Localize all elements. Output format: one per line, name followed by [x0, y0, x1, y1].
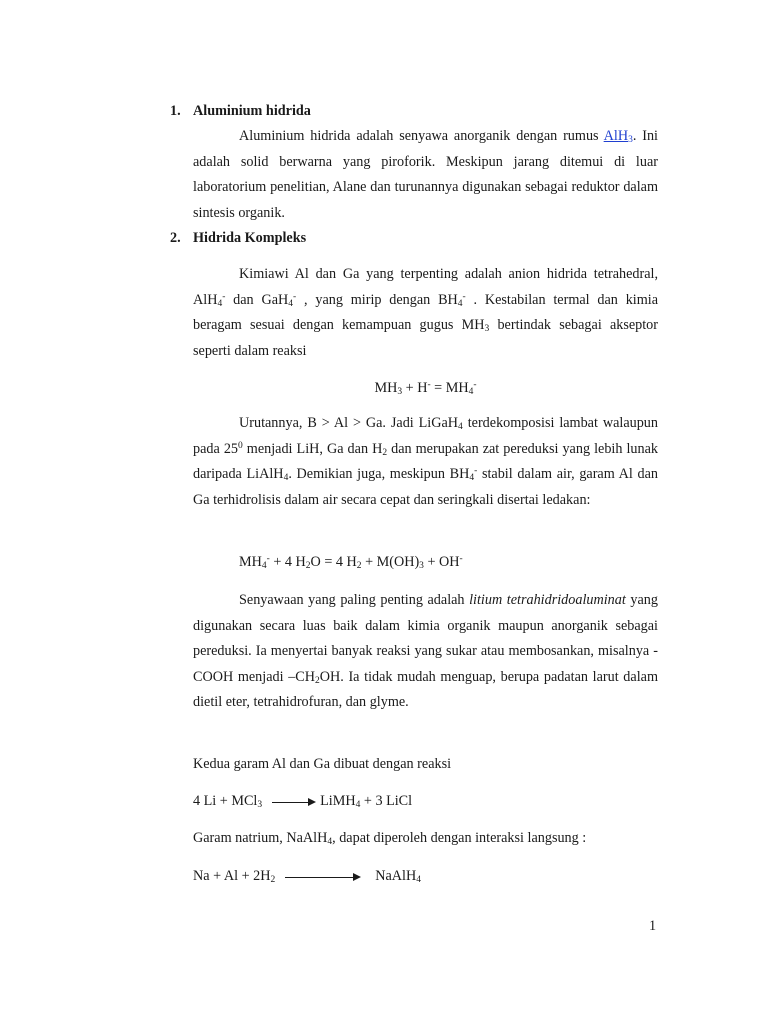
section-1-title: Aluminium hidrida: [193, 103, 311, 119]
reaction-arrow-icon: [285, 872, 361, 882]
page-number: 1: [649, 918, 657, 934]
paragraph-hydride-anions: Kimiawi Al dan Ga yang terpenting adalah anion hidrida tetrahedral, AlH$_4$- dan GaH$_4$- , yang mirip dengan $BH_4^-$ . Kestabilan termal dan kimia beragam sesuai dengan kemampuan gugus $MH_3$ bertindak sebagai akseptor seperti dalam reaksi: [193, 266, 659, 359]
italic-compound-name: litium tetrahidridoaluminat: [469, 592, 626, 608]
paragraph-salts-intro: Kedua garam Al dan Ga dibuat dengan reaksi: [193, 756, 452, 772]
section-2-heading: [170, 228, 306, 248]
equation-naalh4-synthesis: $Na + Al + 2H_2$ NaAlH$_4$: [193, 868, 421, 885]
paragraph-stability-order: Urutannya, B > Al > Ga. Jadi LiGaH$_4$ terdekomposisi lambat walaupun pada $25^0$ menjadi LiH, Ga dan $H_2$ dan merupakan zat pereduksi yang lebih lunak daripada LiAlH$_4$. Demikian juga, meskipun $BH_4^-$ stabil dalam air, garam Al dan Ga terhidrolisis dalam air secara cepat dan seringkali disertai ledakan:: [193, 415, 659, 508]
section-1-paragraph: Aluminium hidrida adalah senyawa anorganik dengan rumus AlH$_3$. Ini adalah solid berwarna yang piroforik. Meskipun jarang ditemui di luar laboratorium penelitian, Alane dan turunannya digunakan sebagai reduktor dalam sintesis organik.: [193, 128, 658, 221]
equation-mh3-acceptor: $MH_3 + H^- = MH_4^-$: [374, 380, 477, 397]
section-2-number: 2.: [170, 230, 181, 246]
equation-limh4-synthesis: 4 Li + MCl$_3$ LiMH$_4$ + 3 LiCl: [193, 793, 413, 810]
section-2-title: Hidrida Kompleks: [193, 230, 307, 246]
paragraph-sodium-salt: Garam natrium, NaAlH$_4$, dapat diperoleh dengan interaksi langsung :: [193, 830, 587, 847]
section-1-heading: [170, 101, 311, 121]
section-1-number: 1.: [170, 103, 181, 119]
reaction-arrow-icon: [272, 797, 316, 807]
paragraph-lithium-aluminate: Senyawaan yang paling penting adalah litium tetrahidridoaluminat yang digunakan secara luas baik dalam kimia organik maupun anorganik sebagai pereduksi. Ia menyertai banyak reaksi yang sukar atau membosankan, misalnya -COOH menjadi $-CH_2OH$. Ia tidak mudah menguap, berupa padatan larut dalam dietil eter, tetrahidrofuran, dan glyme.: [193, 592, 658, 710]
equation-hydrolysis: $MH_4^- + 4$ $H_2O = 4$ $H_2 + M(OH)_3 + OH^-$: [239, 554, 463, 571]
alh3-link[interactable]: AlH$_3$: [603, 128, 633, 145]
